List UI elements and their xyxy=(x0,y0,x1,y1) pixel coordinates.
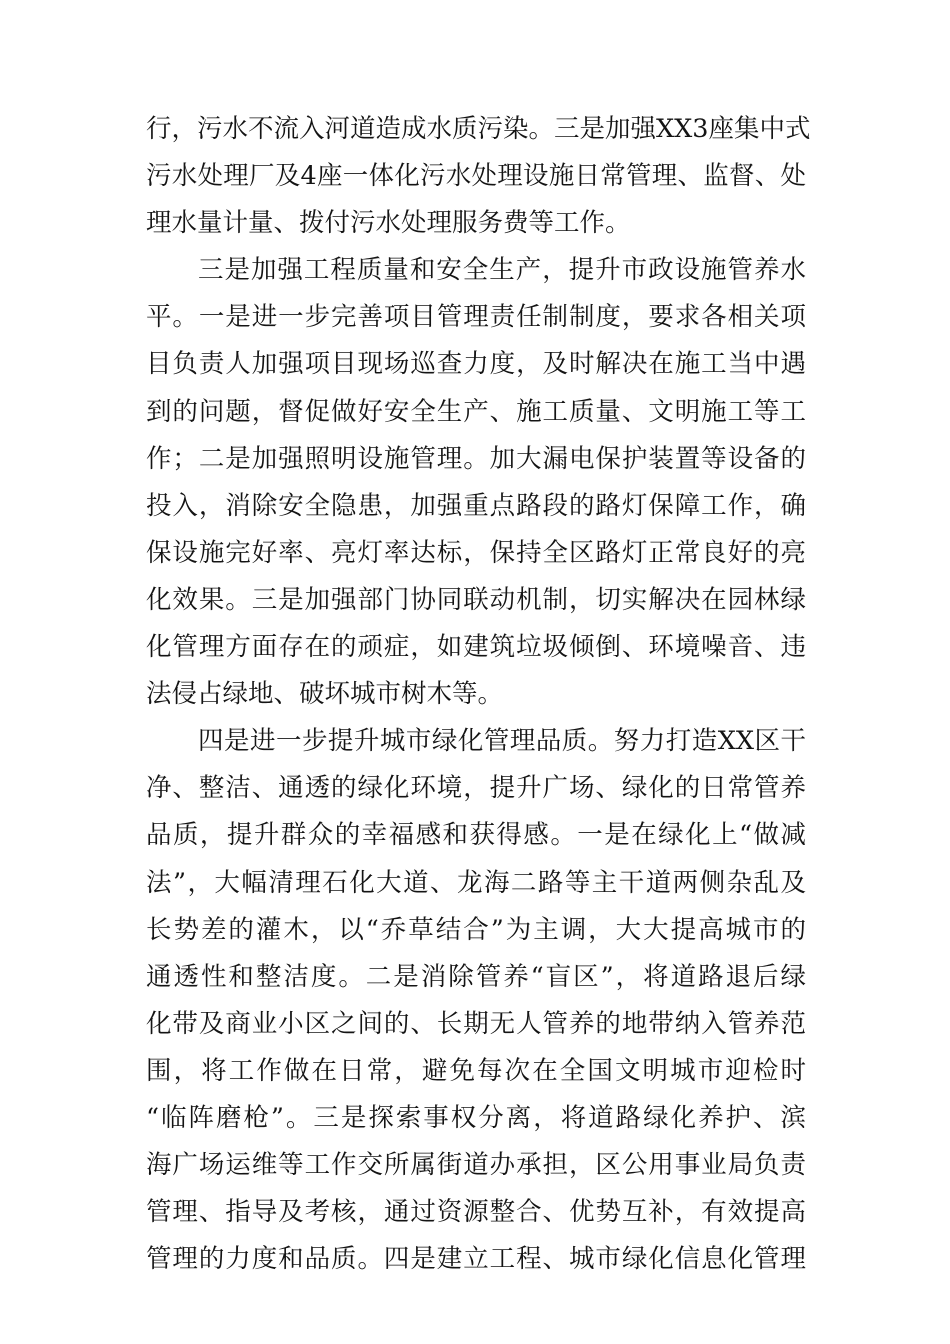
text-line: 到的问题，督促做好安全生产、施工质量、文明施工等工 xyxy=(146,396,806,427)
text-line: 行，污水不流入河道造成水质污染。三是加强XX3座集中式 xyxy=(146,114,811,144)
text-line: 化带及商业小区之间的、长期无人管养的地带纳入管养范 xyxy=(146,1008,806,1039)
text-line: 四是进一步提升城市绿化管理品质。努力打造XX区干 xyxy=(198,726,806,757)
text-line: 长势差的灌木，以“乔草结合”为主调，大大提高城市的 xyxy=(146,914,806,945)
text-line: 保设施完好率、亮灯率达标，保持全区路灯正常良好的亮 xyxy=(146,537,806,568)
text-line: 三是加强工程质量和安全生产，提升市政设施管养水 xyxy=(198,255,806,286)
text-line: 法”，大幅清理石化大道、龙海二路等主干道两侧杂乱及 xyxy=(146,867,806,898)
text-line: 法侵占绿地、破坏城市树木等。 xyxy=(146,679,504,710)
text-line: 品质，提升群众的幸福感和获得感。一是在绿化上“做减 xyxy=(146,820,806,851)
text-line: 污水处理厂及4座一体化污水处理设施日常管理、监督、处 xyxy=(146,161,806,192)
text-line: 管理、指导及考核，通过资源整合、优势互补，有效提高 xyxy=(146,1197,806,1228)
text-line: 管理的力度和品质。四是建立工程、城市绿化信息化管理 xyxy=(146,1244,806,1275)
text-line: 目负责人加强项目现场巡查力度，及时解决在施工当中遇 xyxy=(146,349,806,380)
text-line: “临阵磨枪”。三是探索事权分离，将道路绿化养护、滨 xyxy=(146,1102,806,1133)
paragraph-1 xyxy=(146,106,811,247)
text-line: 化管理方面存在的顽症，如建筑垃圾倾倒、环境噪音、违 xyxy=(146,632,806,663)
text-line: 作；二是加强照明设施管理。加大漏电保护装置等设备的 xyxy=(146,443,806,474)
text-line: 理水量计量、拨付污水处理服务费等工作。 xyxy=(146,208,631,239)
document-body xyxy=(146,106,811,1283)
text-line: 投入，消除安全隐患，加强重点路段的路灯保障工作，确 xyxy=(146,490,806,521)
text-line: 通透性和整洁度。二是消除管养“盲区”，将道路退后绿 xyxy=(146,961,806,992)
paragraph-3 xyxy=(146,718,806,1283)
paragraph-2 xyxy=(146,247,806,718)
text-line: 围，将工作做在日常，避免每次在全国文明城市迎检时 xyxy=(146,1055,806,1086)
text-line: 化效果。三是加强部门协同联动机制，切实解决在园林绿 xyxy=(146,584,806,615)
text-line: 净、整洁、通透的绿化环境，提升广场、绿化的日常管养 xyxy=(146,773,806,804)
text-line: 平。一是进一步完善项目管理责任制制度，要求各相关项 xyxy=(146,302,806,333)
text-line: 海广场运维等工作交所属街道办承担，区公用事业局负责 xyxy=(146,1150,806,1181)
